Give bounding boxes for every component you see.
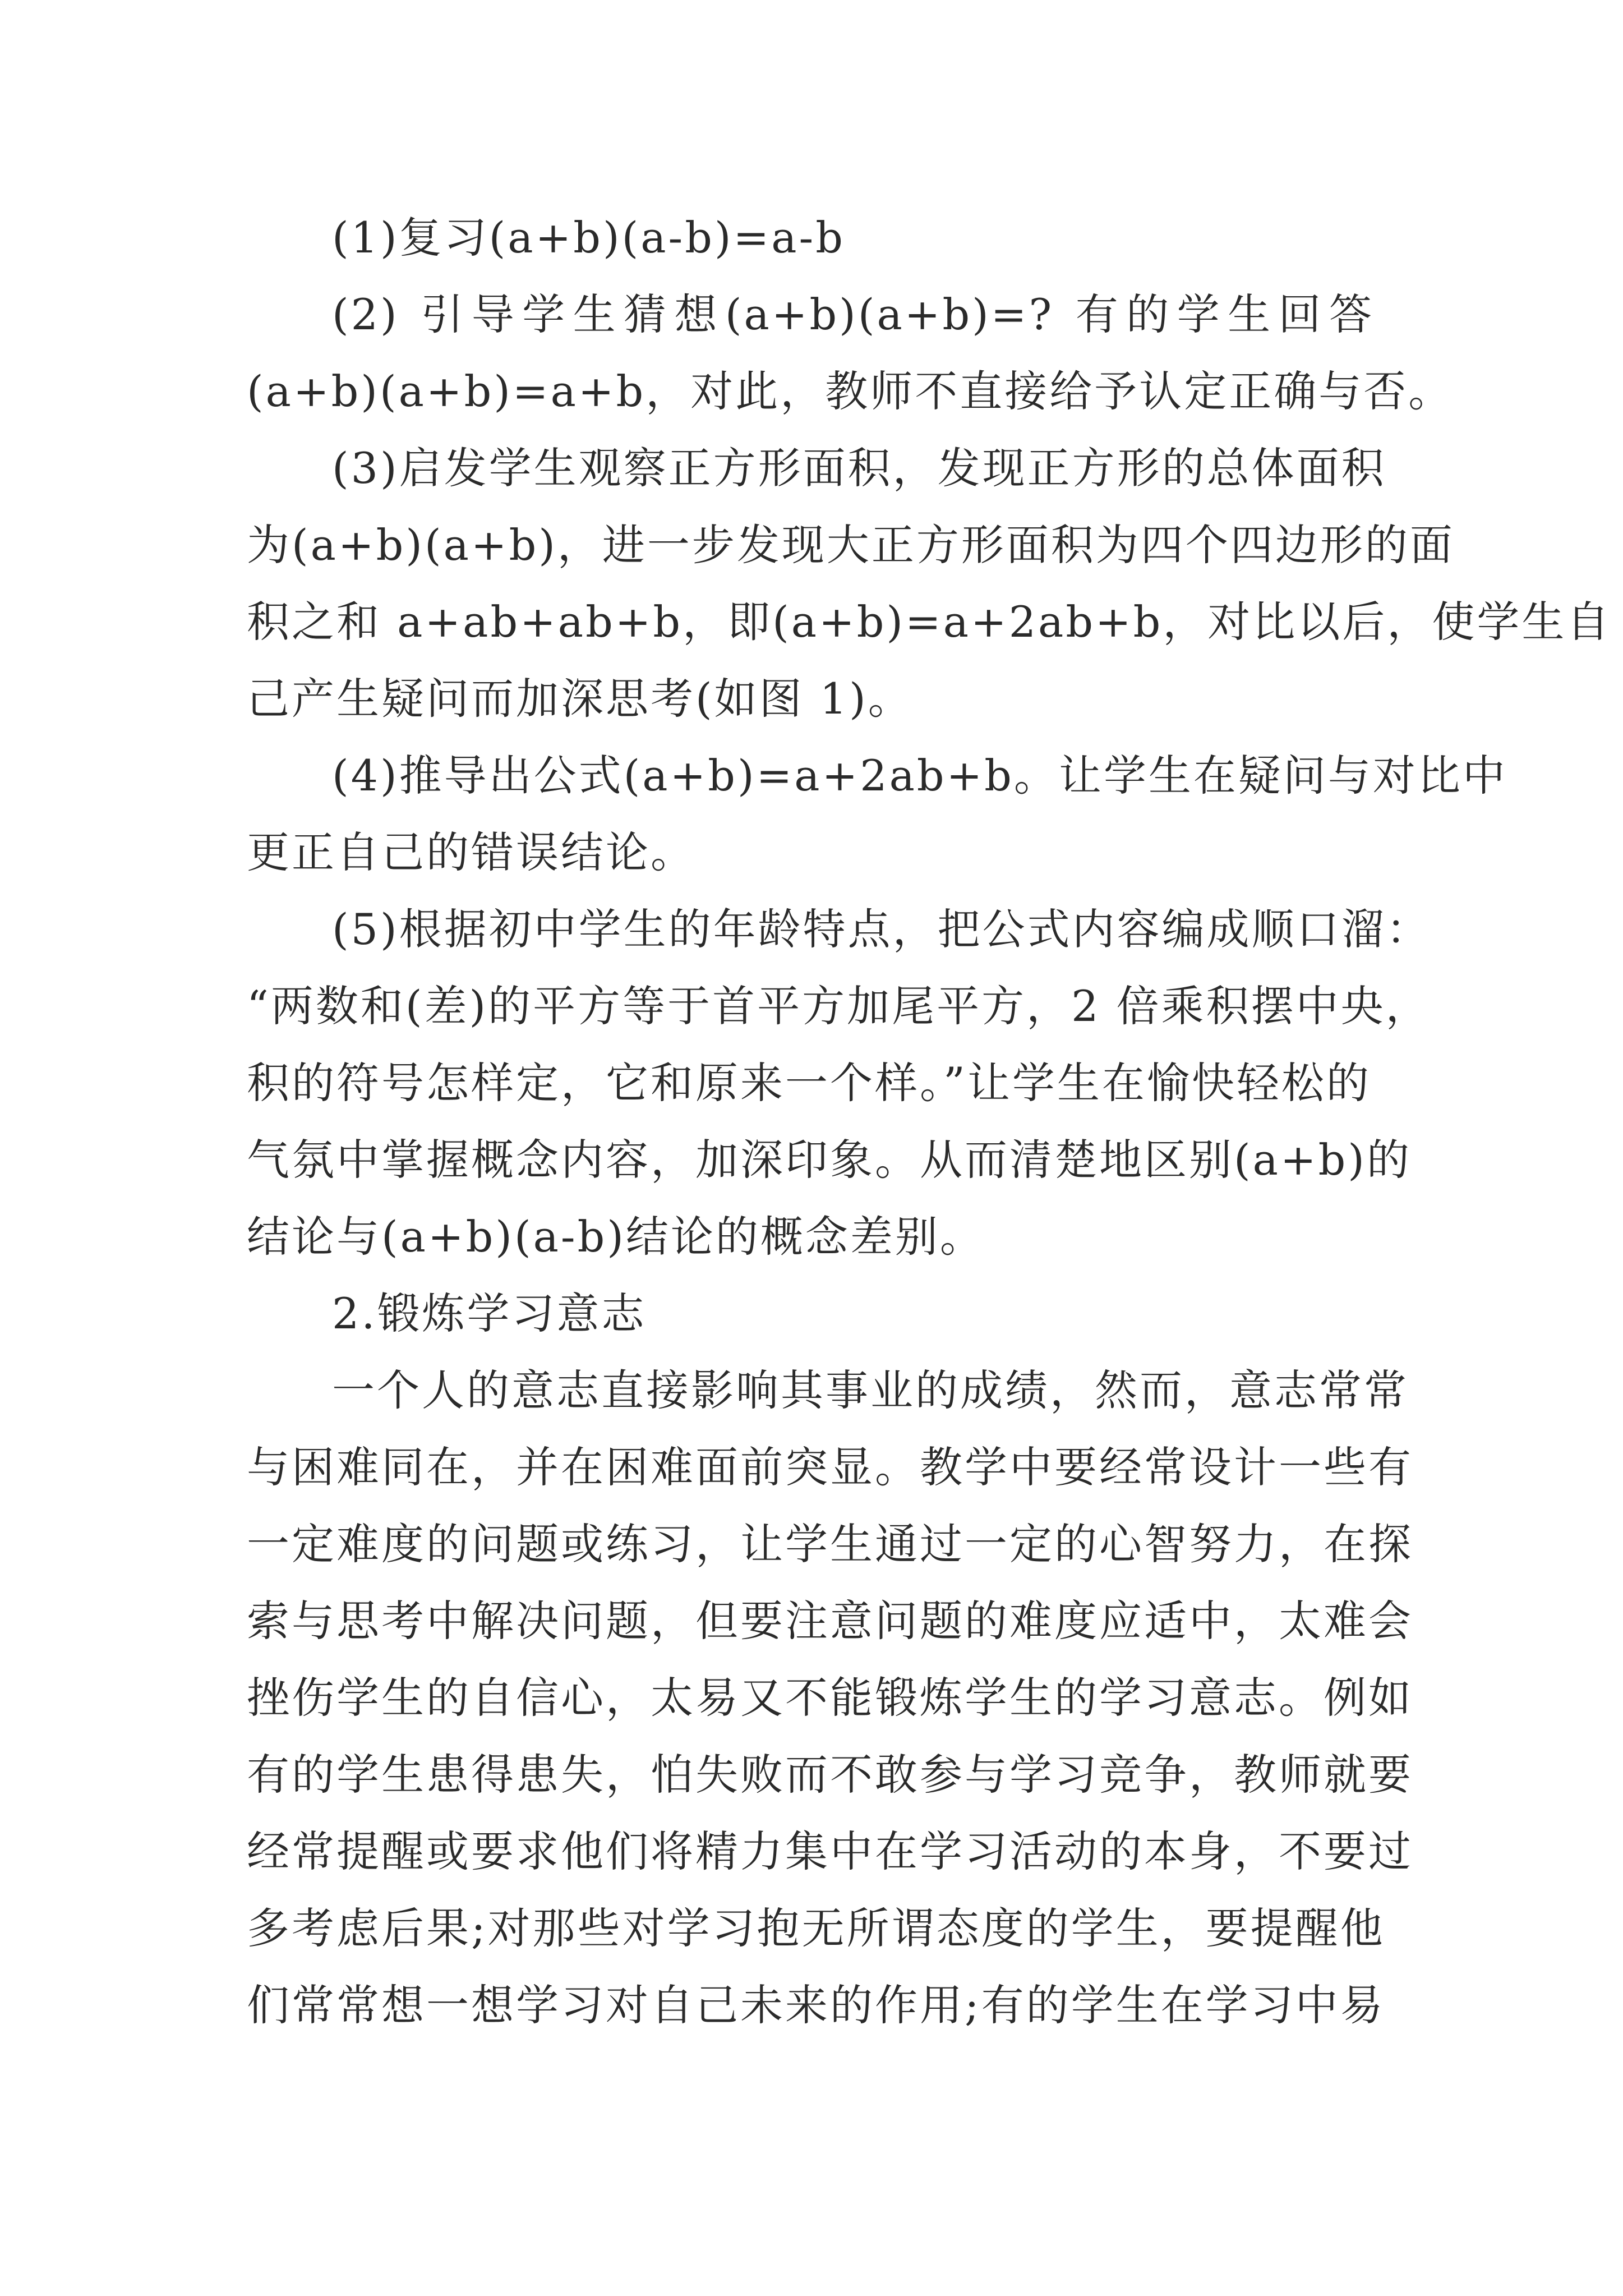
text-line: 多考虑后果;对那些对学习抱无所谓态度的学生，要提醒他	[247, 1903, 1385, 1953]
text-line: 有的学生患得患失，怕失败而不敢参与学习竞争，教师就要	[247, 1750, 1413, 1800]
text-line: (4)推导出公式(a+b)=a+2ab+b。让学生在疑问与对比中	[332, 751, 1507, 800]
text-line: (1)复习(a+b)(a-b)=a-b	[332, 213, 845, 263]
text-line: 气氛中掌握概念内容，加深印象。从而清楚地区别(a+b)的	[247, 1135, 1412, 1185]
text-line: (a+b)(a+b)=a+b，对此，教师不直接给予认定正确与否。	[247, 366, 1454, 416]
text-line: 积之和 a+ab+ab+b，即(a+b)=a+2ab+b，对比以后，使学生自	[247, 597, 1612, 647]
text-line: 更正自己的错误结论。	[247, 827, 695, 877]
text-line: 己产生疑问而加深思考(如图 1)。	[247, 674, 913, 724]
body-text	[247, 199, 1612, 2044]
text-line: 索与思考中解决问题，但要注意问题的难度应适中，太难会	[247, 1596, 1413, 1646]
text-line: (2) 引导学生猜想(a+b)(a+b)=? 有的学生回答	[332, 289, 1374, 339]
text-line: 经常提醒或要求他们将精力集中在学习活动的本身，不要过	[247, 1826, 1413, 1876]
text-line: 积的符号怎样定，它和原来一个样。”让学生在愉快轻松的	[247, 1058, 1371, 1108]
text-line: 一个人的意志直接影响其事业的成绩，然而，意志常常	[332, 1365, 1409, 1415]
text-line: 结论与(a+b)(a-b)结论的概念差别。	[247, 1212, 985, 1262]
text-line: 挫伤学生的自信心，太易又不能锻炼学生的学习意志。例如	[247, 1673, 1413, 1723]
text-line: (5)根据初中学生的年龄特点，把公式内容编成顺口溜：	[332, 904, 1431, 954]
text-line: 与困难同在，并在困难面前突显。教学中要经常设计一些有	[247, 1442, 1413, 1492]
text-line: 一定难度的问题或练习，让学生通过一定的心智努力，在探	[247, 1519, 1413, 1569]
text-line: “两数和(差)的平方等于首平方加尾平方，2 倍乘积摆中央，	[247, 981, 1431, 1031]
text-line: (3)启发学生观察正方形面积，发现正方形的总体面积	[332, 443, 1386, 493]
section-heading: 2.锻炼学习意志	[332, 1289, 647, 1338]
text-line: 为(a+b)(a+b)，进一步发现大正方形面积为四个四边形的面	[247, 520, 1455, 570]
text-line: 们常常想一想学习对自己未来的作用;有的学生在学习中易	[247, 1980, 1385, 2030]
